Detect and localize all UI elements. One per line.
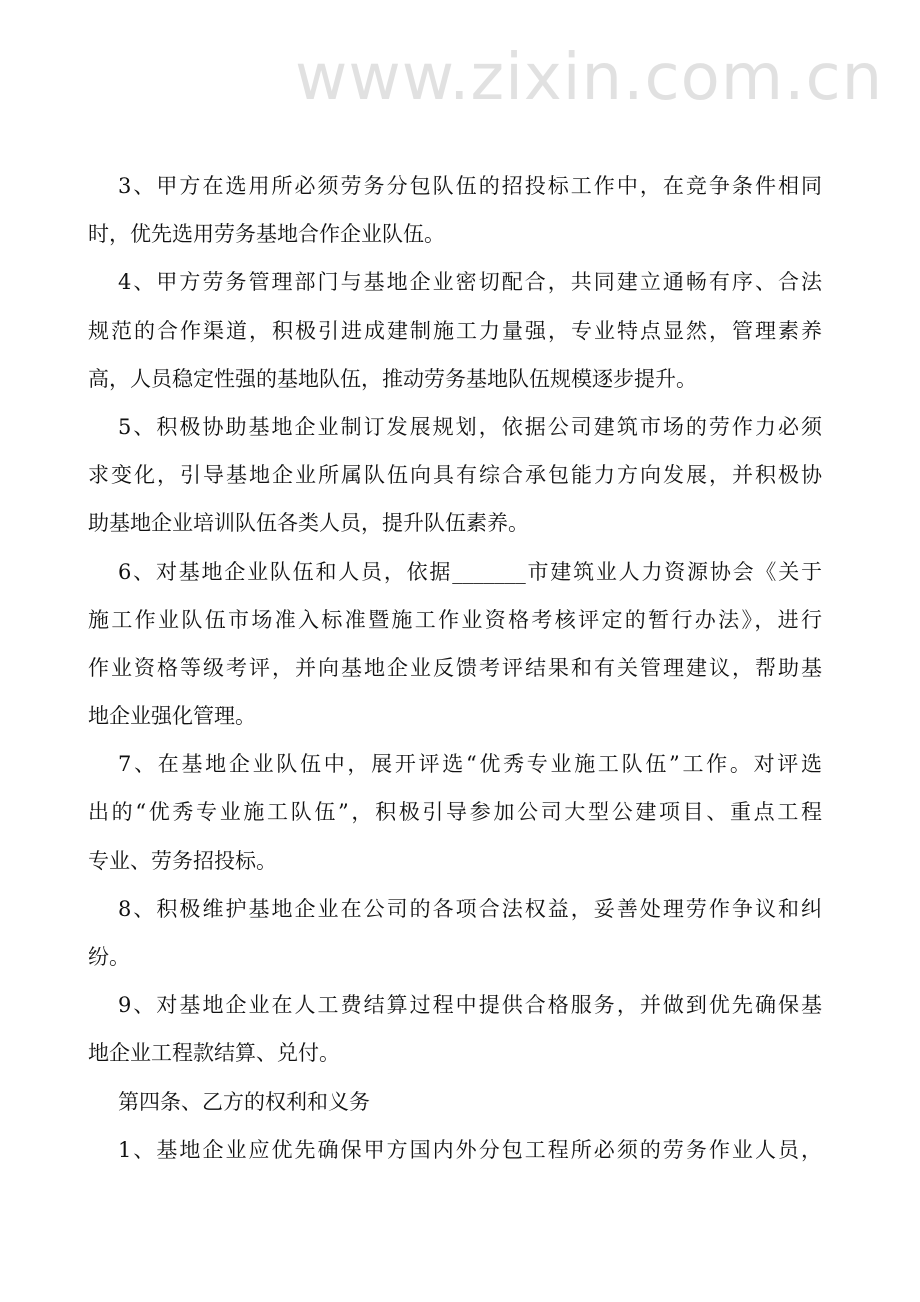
text-line: 助基地企业培训队伍各类人员，提升队伍素养。: [88, 511, 529, 536]
text-line: 1、基地企业应优先确保甲方国内外分包工程所必须的劳务作业人员，: [118, 1137, 822, 1162]
text-line: 第四条、乙方的权利和义务: [118, 1089, 370, 1114]
text-line: 5、积极协助基地企业制订发展规划，依据公司建筑市场的劳作力必须: [118, 414, 822, 439]
text-line: 8、积极维护基地企业在公司的各项合法权益，妥善处理劳作争议和纠: [118, 896, 822, 921]
text-line: 出的“优秀专业施工队伍”，积极引导参加公司大型公建项目、重点工程: [88, 800, 822, 825]
text-line: 求变化，引导基地企业所属队伍向具有综合承包能力方向发展，并积极协: [88, 463, 822, 488]
section-heading: [88, 1078, 822, 1126]
text-line: 地企业强化管理。: [88, 704, 256, 729]
text-line: 3、甲方在选用所必须劳务分包队伍的招投标工作中，在竞争条件相同: [118, 174, 822, 198]
text-line: 专业、劳务招投标。: [88, 848, 277, 873]
text-line: 时，优先选用劳务基地合作企业队伍。: [88, 222, 445, 247]
paragraph: [88, 740, 822, 885]
paragraph: [88, 1126, 822, 1174]
paragraph: [88, 403, 822, 548]
watermark: www.zixin.com.cn: [295, 41, 884, 115]
text-line: 作业资格等级考评，并向基地企业反馈考评结果和有关管理建议，帮助基: [88, 655, 822, 680]
text-line: 7、在基地企业队伍中，展开评选“优秀专业施工队伍”工作。对评选: [118, 752, 822, 777]
text-line: 6、对基地企业队伍和人员，依据_______市建筑业人力资源协会《关于: [118, 559, 822, 584]
paragraph: [88, 162, 822, 258]
text-line: 地企业工程款结算、兑付。: [88, 1041, 340, 1066]
document-body: [88, 162, 822, 1174]
text-line: 4、甲方劳务管理部门与基地企业密切配合，共同建立通畅有序、合法: [118, 270, 822, 295]
text-line: 9、对基地企业在人工费结算过程中提供合格服务，并做到优先确保基: [118, 993, 822, 1018]
text-line: 施工作业队伍市场准入标准暨施工作业资格考核评定的暂行办法》，进行: [88, 607, 822, 632]
text-line: 规范的合作渠道，积极引进成建制施工力量强，专业特点显然，管理素养: [88, 318, 822, 343]
paragraph: [88, 548, 822, 741]
paragraph: [88, 981, 822, 1077]
text-line: 纷。: [88, 945, 130, 969]
paragraph: [88, 258, 822, 403]
paragraph: [88, 885, 822, 981]
text-line: 高，人员稳定性强的基地队伍，推动劳务基地队伍规模逐步提升。: [88, 366, 697, 391]
